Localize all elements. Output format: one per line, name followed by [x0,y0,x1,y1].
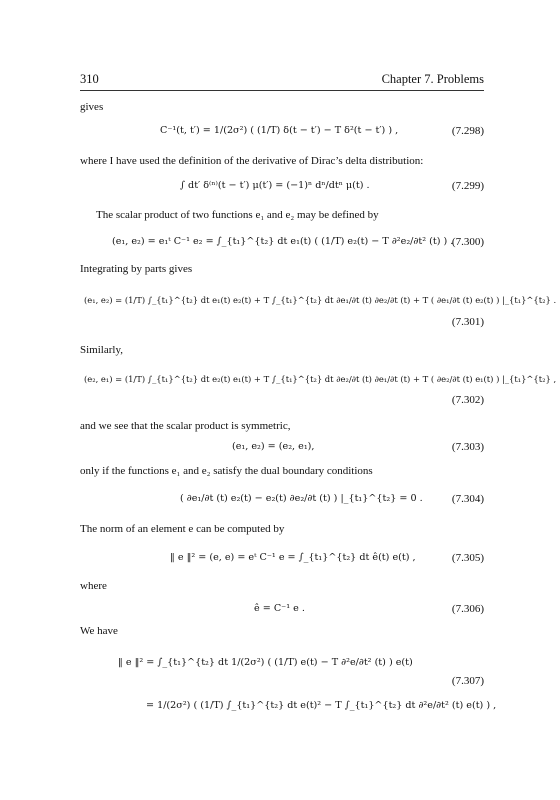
header-rule [80,90,484,91]
equation-7-299: ∫ dt′ δ⁽ⁿ⁾(t − t′) μ(t′) = (−1)ⁿ dⁿ/dtⁿ μ(t) . [180,180,370,191]
equation-7-303: (e₁, e₂) = (e₂, e₁), [232,441,315,452]
running-head: Chapter 7. Problems [381,72,484,86]
page-number: 310 [80,72,99,86]
equation-7-306: ê = C⁻¹ e . [254,603,305,614]
text-where: where [80,580,107,592]
equation-7-298: C⁻¹(t, t′) = 1/(2σ²) ( (1/T) δ(t − t′) − T δ²(t − t′) ) , [160,125,399,136]
text-integrating: Integrating by parts gives [80,263,193,275]
equation-7-301: (e₁, e₂) = (1/T) ∫_{t₁}^{t₂} dt e₁(t) e₂(t) + T ∫_{t₁}^{t₂} dt ∂e₁/∂t (t) ∂e₂/∂t (t) + T ( ∂e₁/∂t (t) e₂(t) ) |_{t₁}^{t₂} . [84,295,557,305]
equation-number: (7.307) [451,675,484,687]
text-dirac-definition: where I have used the definition of the derivative of Dirac’s delta distribution: [80,155,424,167]
equation-7-307-line2: = 1/(2σ²) ( (1/T) ∫_{t₁}^{t₂} dt e(t)² − T ∫_{t₁}^{t₂} dt ∂²e/∂t² (t) e(t) ) , [146,700,497,711]
text-symmetric: and we see that the scalar product is symmetric, [80,420,291,432]
text-scalar-product: The scalar product of two functions e₁ and e₂ may be defined by [96,209,379,221]
equation-number: (7.301) [451,316,484,328]
equation-number: (7.305) [451,552,484,564]
text-norm: The norm of an element e can be computed by [80,523,285,535]
text-gives: gives [80,101,104,113]
equation-number: (7.303) [451,441,484,453]
equation-7-305: ‖ e ‖² = (e, e) = eᵗ C⁻¹ e = ∫_{t₁}^{t₂} dt ê(t) e(t) , [170,552,416,563]
equation-7-307-line1: ‖ e ‖² = ∫_{t₁}^{t₂} dt 1/(2σ²) ( (1/T) e(t) − T ∂²e/∂t² (t) ) e(t) [118,657,413,668]
equation-number: (7.302) [451,394,484,406]
equation-number: (7.299) [451,180,484,192]
text-boundary: only if the functions e₁ and e₂ satisfy the dual boundary conditions [80,465,373,477]
equation-number: (7.304) [451,493,484,505]
equation-number: (7.298) [451,125,484,137]
equation-number: (7.300) [451,236,484,248]
equation-number: (7.306) [451,603,484,615]
text-similarly: Similarly, [80,344,123,356]
equation-7-304: ( ∂e₁/∂t (t) e₂(t) − e₂(t) ∂e₂/∂t (t) ) |_{t₁}^{t₂} = 0 . [180,493,423,504]
text-we-have: We have [80,625,118,637]
equation-7-302: (e₂, e₁) = (1/T) ∫_{t₁}^{t₂} dt e₂(t) e₁(t) + T ∫_{t₁}^{t₂} dt ∂e₂/∂t (t) ∂e₁/∂t (t) + T ( ∂e₂/∂t (t) e₁(t) ) |_{t₁}^{t₂} , [84,374,557,384]
equation-7-300: (e₁, e₂) = e₁ᵗ C⁻¹ e₂ = ∫_{t₁}^{t₂} dt e₁(t) ( (1/T) e₂(t) − T ∂²e₂/∂t² (t) ) . [112,236,454,247]
